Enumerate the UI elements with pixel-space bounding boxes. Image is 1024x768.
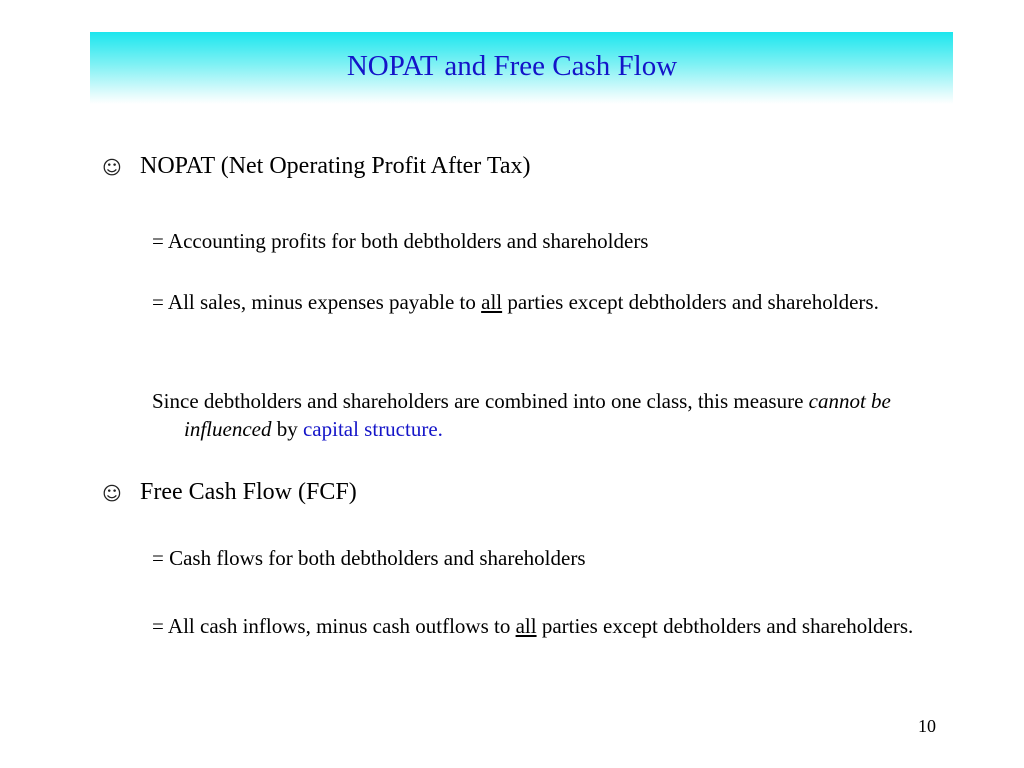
nopat-capital-structure-note: [152, 387, 974, 443]
section-heading-nopat: NOPAT (Net Operating Profit After Tax): [140, 153, 531, 179]
smiley-bullet-icon: ☺: [102, 483, 122, 505]
line-text: Since debtholders and shareholders are combined into one class, this measure: [152, 389, 809, 413]
italic-phrase: cannot be influenced: [184, 389, 891, 441]
capital-structure-term: capital structure.: [302, 417, 443, 441]
line-text: parties except debtholders and shareholders.: [502, 290, 879, 314]
section-heading-fcf: Free Cash Flow (FCF): [140, 479, 357, 505]
smiley-bullet-icon: ☺: [102, 157, 122, 179]
nopat-definition-line-1: = Accounting profits for both debtholders and shareholders: [152, 229, 649, 253]
line-text: parties except debtholders and shareholders.: [536, 614, 914, 638]
nopat-definition-line-2: [152, 288, 974, 316]
slide-title: NOPAT and Free Cash Flow: [346, 50, 678, 82]
page-number: 10: [918, 716, 936, 736]
line-text: by: [271, 417, 303, 441]
line-text: = All sales, minus expenses payable to: [152, 290, 482, 314]
underlined-word: all: [481, 290, 503, 314]
line-text: = All cash inflows, minus cash outflows to: [152, 614, 516, 638]
underlined-word: all: [515, 614, 537, 638]
fcf-definition-line-2: [152, 612, 974, 640]
fcf-definition-line-1: = Cash flows for both debtholders and shareholders: [152, 546, 586, 570]
